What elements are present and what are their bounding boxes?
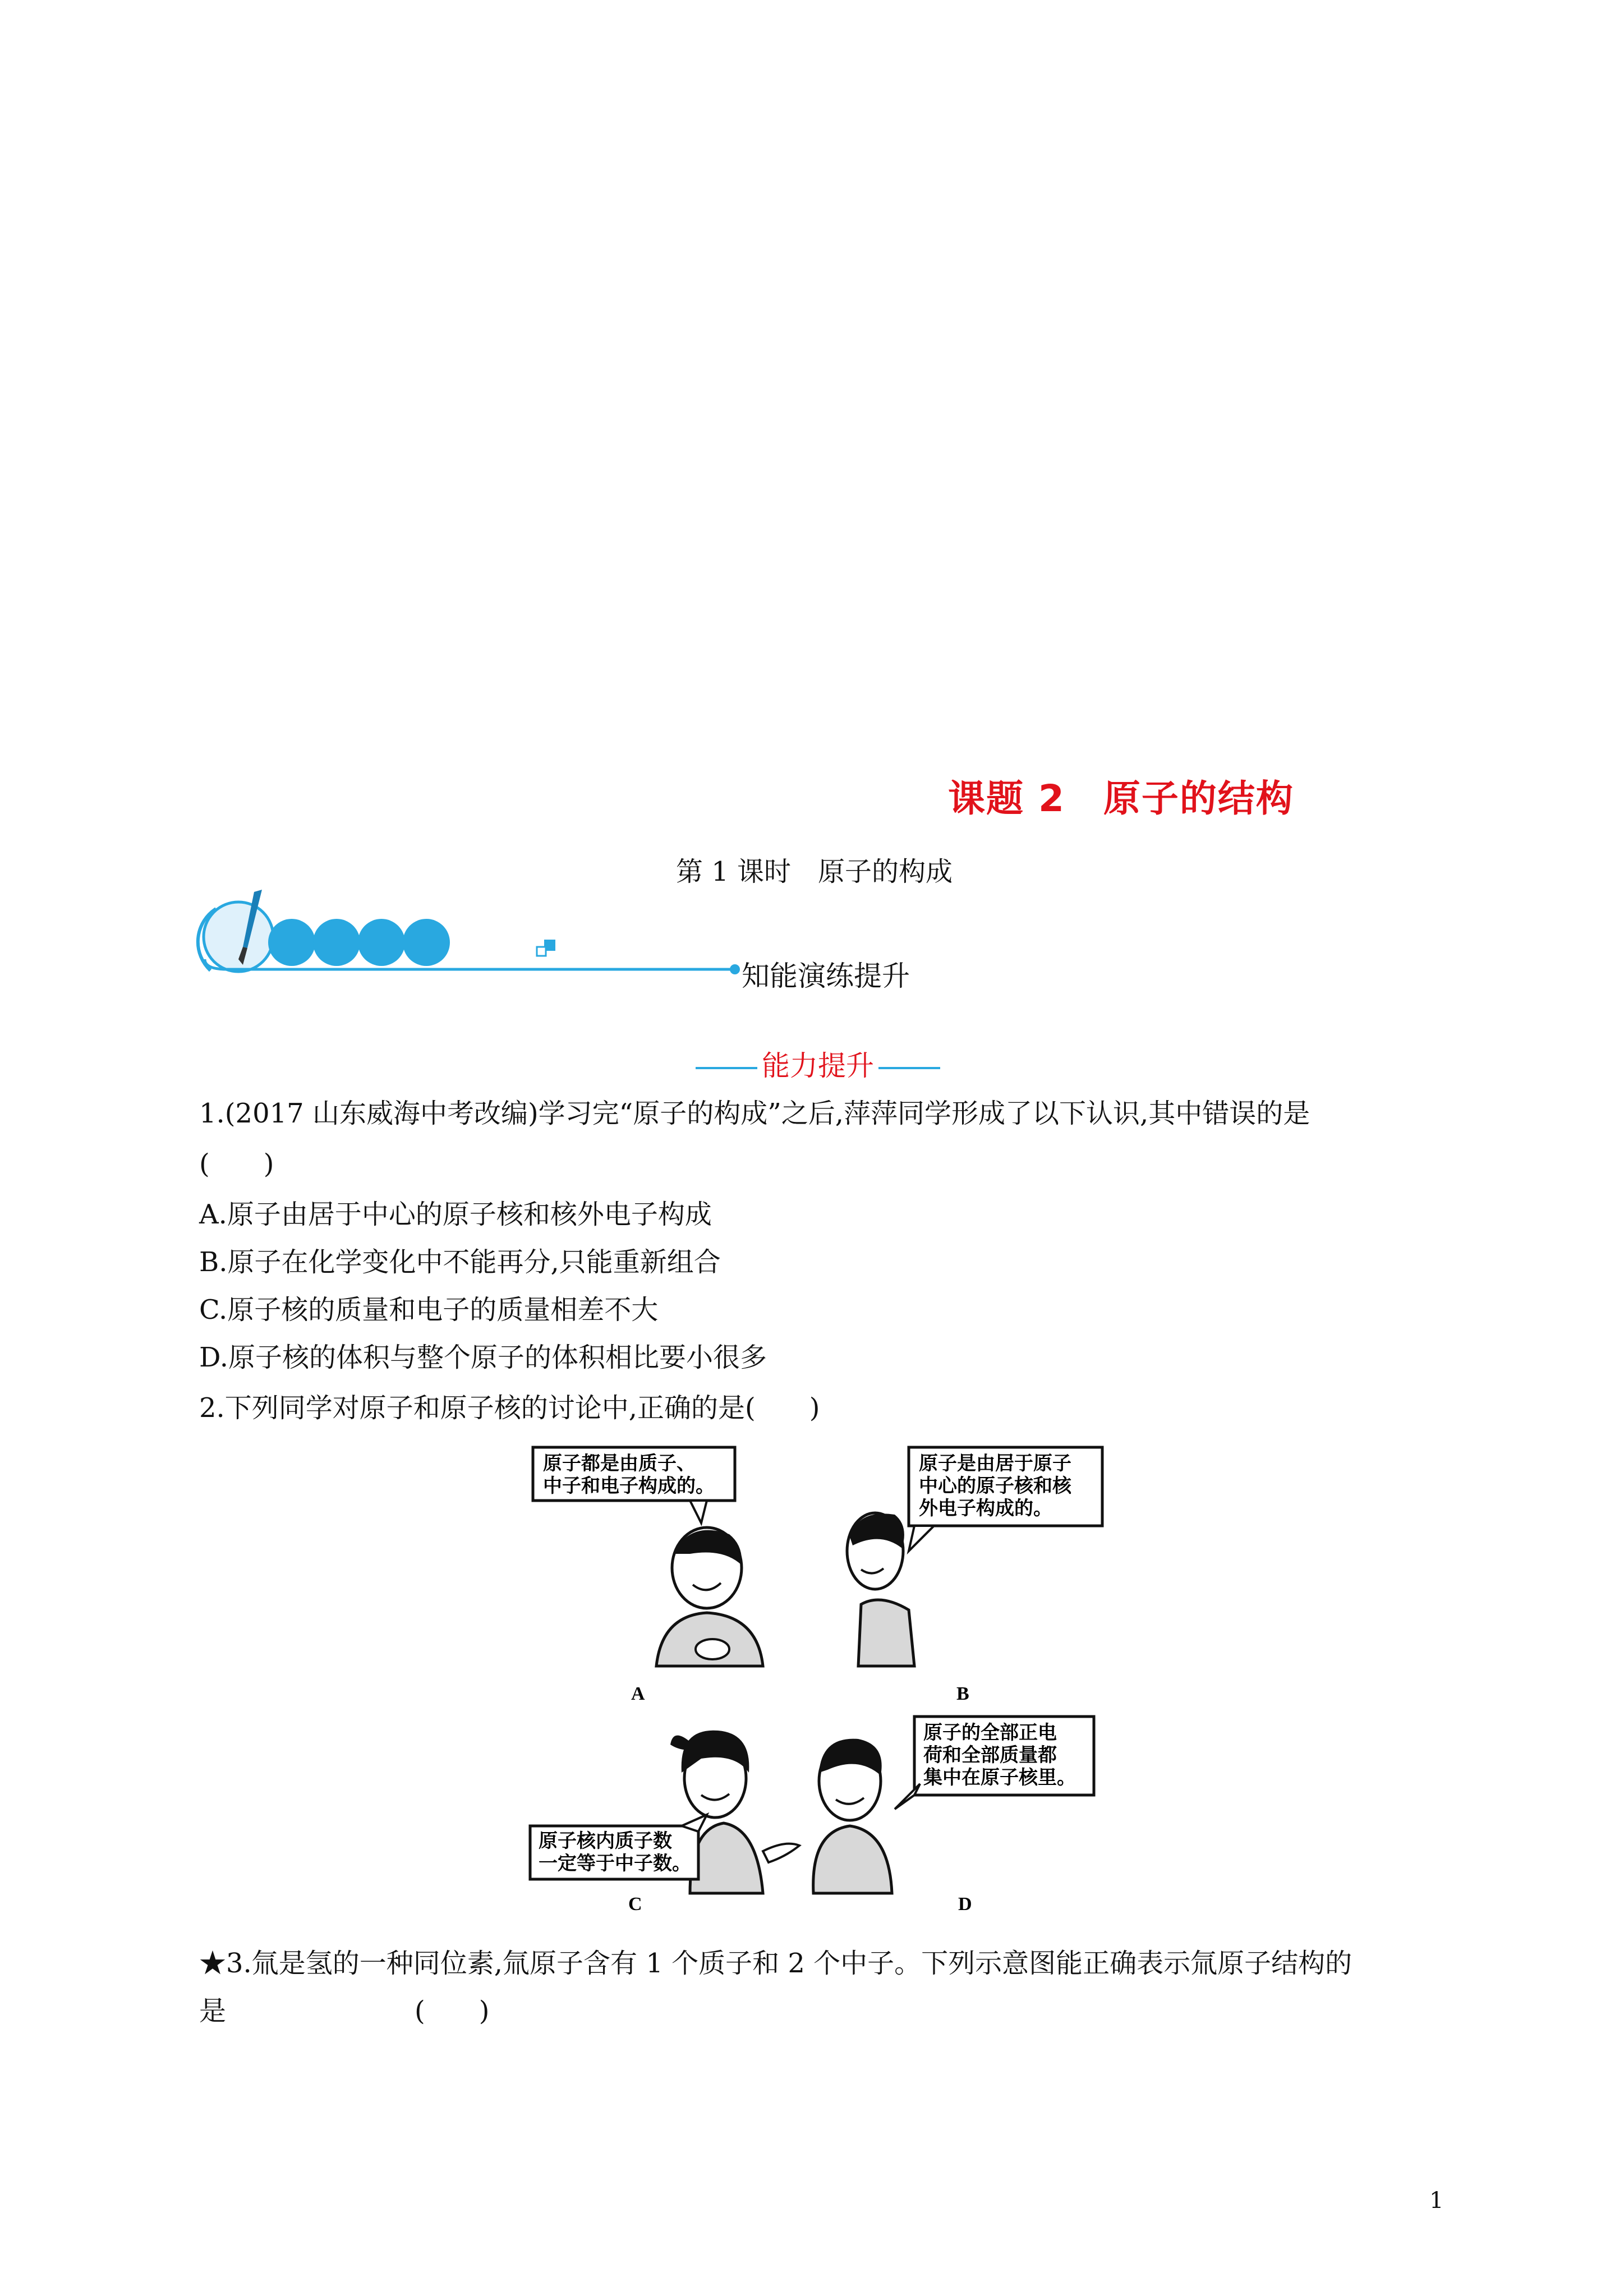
- lesson-title: 课题 2 原子的结构: [948, 777, 1294, 820]
- heading-rule-right: [878, 1067, 940, 1069]
- banner-dots: [268, 919, 450, 966]
- q2-figure: [522, 1436, 1116, 1918]
- section-heading: [691, 1043, 945, 1084]
- bubble-c-line2: 一定等于中子数。: [539, 1852, 691, 1875]
- heading-rule-left: [696, 1067, 757, 1069]
- bubble-a-line1: 原子都是由质子、: [543, 1452, 696, 1475]
- banner-label: 知能演练提升: [742, 960, 910, 992]
- student-a: [533, 1447, 763, 1704]
- lesson-subtitle: 第 1 课时 原子的构成: [676, 856, 953, 887]
- page-number: 1: [1429, 2188, 1444, 2214]
- label-a: A: [631, 1683, 645, 1704]
- label-b: B: [956, 1683, 969, 1704]
- student-d: [813, 1717, 1094, 1915]
- label-c: C: [628, 1894, 642, 1915]
- q1-answer-blank: ( ): [199, 1148, 274, 1180]
- label-d: D: [958, 1894, 972, 1915]
- q1-option-a: A.原子由居于中心的原子核和核外电子构成: [199, 1199, 712, 1230]
- bubble-d-line1: 原子的全部正电: [923, 1722, 1057, 1744]
- bubble-a-line2: 中子和电子构成的。: [543, 1475, 715, 1497]
- q3-line1: ★3.氚是氢的一种同位素,氚原子含有 1 个质子和 2 个中子。下列示意图能正确表示氚原子结构的: [199, 1948, 1352, 1979]
- student-d-drawing: [813, 1739, 892, 1893]
- bubble-d-line3: 集中在原子核里。: [923, 1766, 1076, 1789]
- section-heading-text: 能力提升: [762, 1050, 874, 1082]
- student-c: [530, 1731, 799, 1915]
- bubble-b-line3: 外电子构成的。: [919, 1497, 1052, 1520]
- bubble-b-line2: 中心的原子核和核: [919, 1475, 1071, 1497]
- q1-option-b: B.原子在化学变化中不能再分,只能重新组合: [199, 1246, 721, 1278]
- q3-line2: 是 ( ): [199, 1995, 490, 2027]
- q1-option-d: D.原子核的体积与整个原子的体积相比要小很多: [199, 1342, 767, 1373]
- bubble-b-line1: 原子是由居于原子: [919, 1452, 1071, 1475]
- q1-stem: 1.(2017 山东威海中考改编)学习完“原子的构成”之后,萍萍同学形成了以下认识,其中错误的是: [199, 1098, 1310, 1129]
- q2-stem: 2.下列同学对原子和原子核的讨论中,正确的是( ): [199, 1392, 820, 1424]
- student-b-drawing: [847, 1513, 914, 1666]
- bubble-d-line2: 荷和全部质量都: [923, 1744, 1057, 1766]
- brush-icon: [198, 890, 273, 972]
- bubble-c-line1: 原子核内质子数: [539, 1830, 672, 1852]
- student-a-drawing: [656, 1527, 763, 1666]
- q1-option-c: C.原子核的质量和电子的质量相差不大: [199, 1294, 659, 1326]
- student-b: [847, 1447, 1102, 1704]
